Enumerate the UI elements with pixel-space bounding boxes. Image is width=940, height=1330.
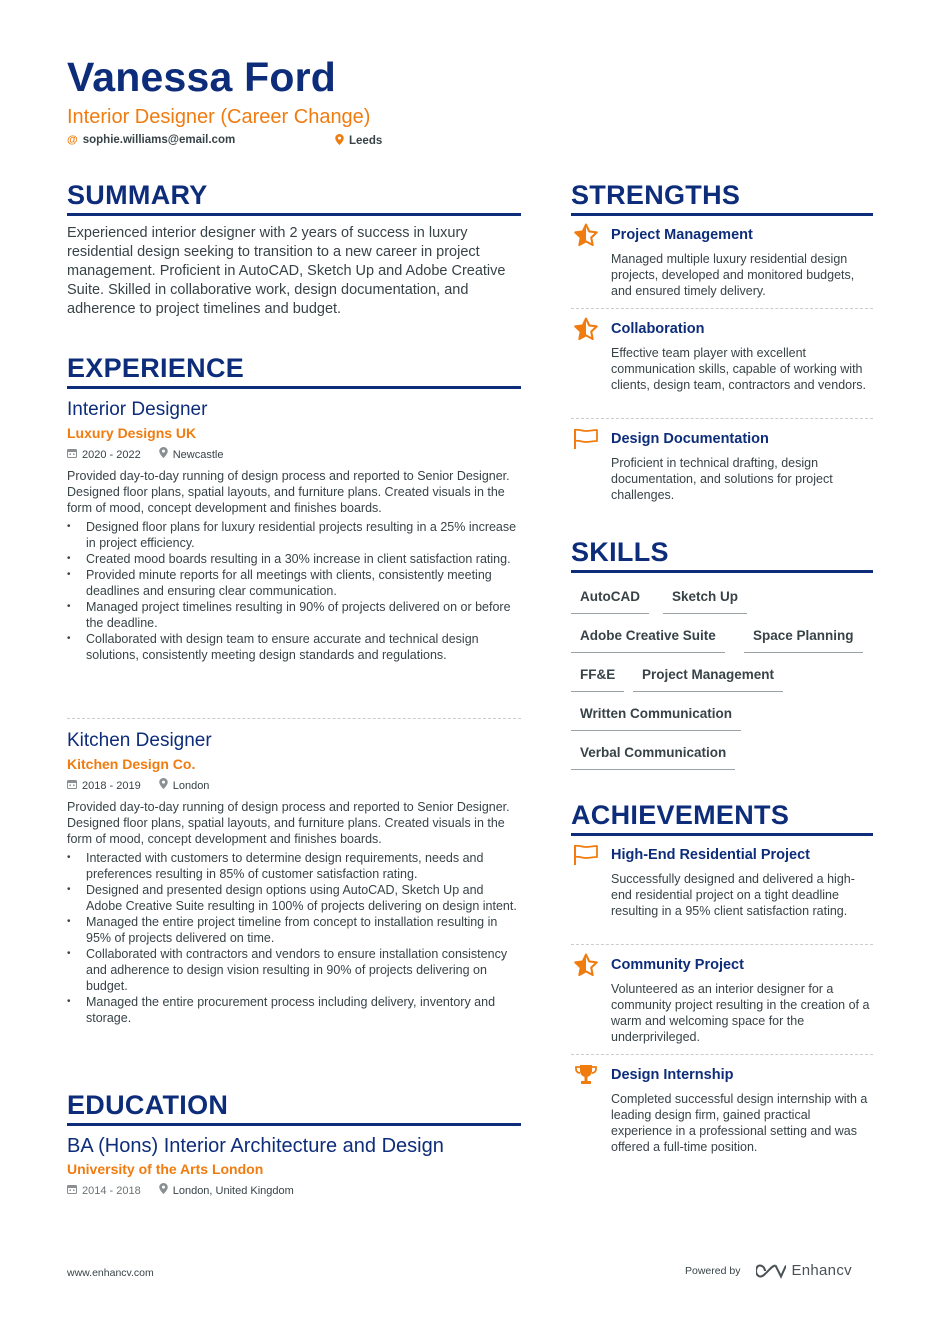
location-pin-icon (335, 134, 344, 148)
strength-text: Effective team player with excellent communication skills, capable of working with clients, design team, contractors and vendors. (611, 346, 866, 392)
education-meta (67, 1183, 521, 1199)
education-dates: 2014 - 2018 (82, 1185, 141, 1197)
list-item: • Designed floor plans for luxury residential projects resulting in a 25% increase in project efficiency. (67, 519, 521, 551)
skill-tag: Verbal Communication (571, 744, 735, 770)
powered-by-text: Powered by (685, 1264, 741, 1277)
achievement-item (571, 954, 873, 1045)
strength-item (571, 224, 873, 299)
job-description: Provided day-to-day running of design process and reported to Senior Designer. Designed floor plans, spatial layouts, and furniture plans. Created visuals in the form of mood, concept development and finishes boards. (67, 800, 510, 846)
skill-tag: Project Management (633, 666, 783, 692)
achievement-text: Completed successful design internship with a leading design firm, gained practical experience in a professional setting and was offered a full-time position. (611, 1092, 868, 1154)
email-text: sophie.williams@email.com (82, 134, 236, 146)
experience-entry (67, 398, 521, 663)
item-divider (571, 418, 873, 419)
list-item: • Collaborated with contractors and vendors to ensure installation consistency and adherence to design vision resulting in 90% of projects delivering on budget. (67, 946, 521, 994)
education-location: London, United Kingdom (172, 1185, 294, 1197)
list-item: • Provided minute reports for all meetings with clients, consistently meeting deadlines and ensuring clear communication. (67, 567, 521, 599)
contact-location (335, 134, 382, 148)
location-pin-icon (159, 447, 168, 463)
job-dates: 2020 - 2022 (82, 449, 141, 461)
skill-tag: AutoCAD (571, 588, 649, 614)
job-location: London (172, 780, 210, 792)
strength-item (571, 318, 873, 393)
list-item: • Created mood boards resulting in a 30% increase in client satisfaction rating. (67, 551, 521, 567)
skill-tag: Space Planning (744, 627, 863, 653)
achievements-heading: ACHIEVEMENTS (571, 800, 873, 836)
company-name: Luxury Designs UK (67, 425, 197, 441)
summary-heading: SUMMARY (67, 180, 521, 216)
school-name: University of the Arts London (67, 1161, 264, 1177)
strength-text: Managed multiple luxury residential design projects, developed and monitored budgets, and ensured timely delivery. (611, 252, 855, 298)
list-item: • Managed the entire project timeline from concept to installation resulting in 95% of projects delivered on time. (67, 914, 521, 946)
company-name: Kitchen Design Co. (67, 756, 196, 772)
achievement-item (571, 844, 873, 919)
job-dates: 2018 - 2019 (82, 780, 141, 792)
brand-logo[interactable] (756, 1262, 851, 1279)
achievement-text: Successfully designed and delivered a high-end residential project on a tight deadline resulting in a 95% client satisfaction rating. (611, 872, 855, 918)
contact-email[interactable] (67, 134, 235, 146)
location-pin-icon (159, 1183, 168, 1199)
achievement-text: Volunteered as an interior designer for a community project resulting in the creation of a warm and welcoming space for the underprivileged. (611, 982, 870, 1044)
education-heading: EDUCATION (67, 1090, 521, 1126)
star-icon (573, 318, 601, 340)
candidate-role: Interior Designer (Career Change) (67, 106, 371, 128)
strengths-heading: STRENGTHS (571, 180, 873, 216)
job-description: Provided day-to-day running of design process and reported to Senior Designer. Designed floor plans, spatial layouts, and furniture plans. Created visuals in the form of mood, concept development and finishes boards. (67, 469, 510, 515)
job-meta (67, 778, 521, 794)
item-divider (571, 944, 873, 945)
job-bullets (67, 850, 521, 1026)
list-item: • Designed and presented design options using AutoCAD, Sketch Up and Adobe Creative Suite resulting in 100% of projects delivering on design intent. (67, 882, 521, 914)
strength-text: Proficient in technical drafting, design documentation, and solutions for project challenges. (611, 456, 833, 502)
location-pin-icon (159, 778, 168, 794)
flag-icon (573, 428, 601, 450)
brand-name: Enhancv (791, 1262, 852, 1279)
list-item: • Interacted with customers to determine design requirements, needs and preferences resulting in 85% of customer satisfaction rating. (67, 850, 521, 882)
star-icon (573, 954, 601, 976)
achievement-title: Design Internship (611, 1067, 734, 1083)
skill-tag: Written Communication (571, 705, 741, 731)
footer-branding (685, 1262, 852, 1279)
enhancv-logo-icon (756, 1263, 786, 1279)
achievement-title: High-End Residential Project (611, 847, 810, 863)
experience-entry (67, 729, 521, 1026)
list-item: • Managed project timelines resulting in 90% of projects delivered on or before the deadline. (67, 599, 521, 631)
skill-tag: FF&E (571, 666, 624, 692)
strength-item (571, 428, 873, 503)
item-divider (571, 308, 873, 309)
job-location: Newcastle (172, 449, 224, 461)
candidate-name: Vanessa Ford (67, 54, 337, 100)
item-divider (571, 1054, 873, 1055)
skill-tag: Adobe Creative Suite (571, 627, 725, 653)
list-item: • Managed the entire procurement process including delivery, inventory and storage. (67, 994, 521, 1026)
at-sign-icon: @ (67, 134, 78, 146)
location-text: Leeds (349, 135, 383, 147)
job-title: Interior Designer (67, 399, 208, 420)
strength-title: Design Documentation (611, 431, 769, 447)
job-meta (67, 447, 521, 463)
list-item: • Collaborated with design team to ensure accurate and technical design solutions, consistently meeting design standards and regulations. (67, 631, 521, 663)
job-title: Kitchen Designer (67, 730, 212, 751)
entry-divider (67, 718, 521, 719)
achievement-title: Community Project (611, 957, 744, 973)
star-icon (573, 224, 601, 246)
experience-heading: EXPERIENCE (67, 353, 521, 389)
calendar-icon (67, 1184, 77, 1199)
skills-heading: SKILLS (571, 537, 873, 573)
job-bullets (67, 519, 521, 663)
calendar-icon (67, 448, 77, 463)
flag-icon (573, 844, 601, 866)
education-entry (67, 1134, 521, 1199)
footer-website[interactable]: www.enhancv.com (67, 1267, 154, 1279)
strength-title: Project Management (611, 227, 753, 243)
strength-title: Collaboration (611, 321, 705, 337)
calendar-icon (67, 779, 77, 794)
trophy-icon (573, 1064, 601, 1086)
achievement-item (571, 1064, 873, 1155)
summary-text: Experienced interior designer with 2 years of success in luxury residential design seeking to transition to a new career in project management. Proficient in AutoCAD, Sketch Up and Adobe Creative Suite. Skilled in collaborative work, design documentation, and adherence to project timelines and budget. (67, 225, 506, 317)
degree-title: BA (Hons) Interior Architecture and Design (67, 1135, 444, 1157)
skill-tag: Sketch Up (663, 588, 747, 614)
